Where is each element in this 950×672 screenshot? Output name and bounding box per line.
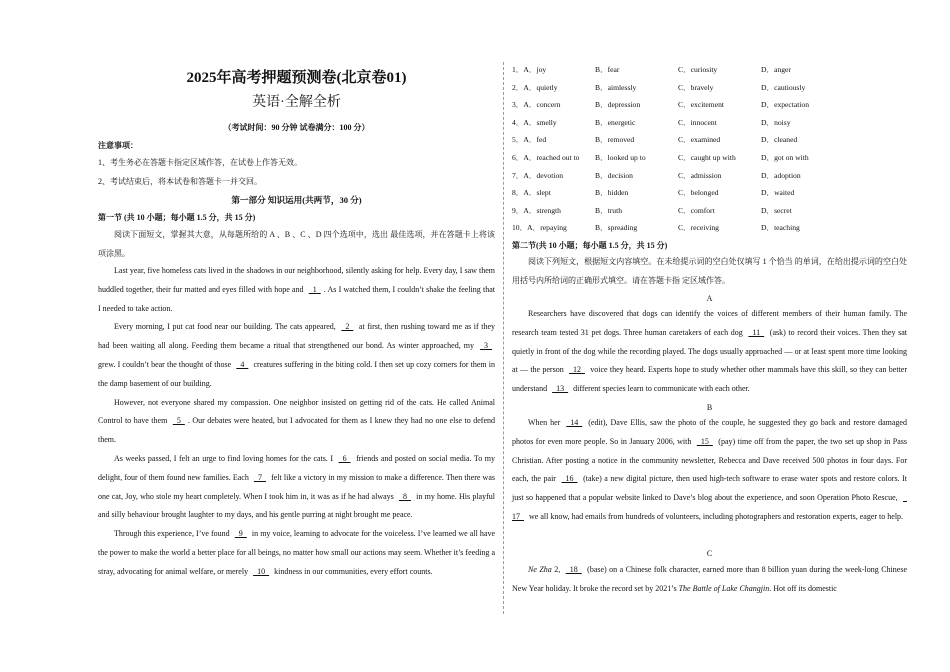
option-b: B．fear (595, 65, 620, 74)
passage-paragraph: Researchers have discovered that dogs can identify the voices of different members of their human family. The research team tested 31 pet dogs. Three human caretakers of each dog 11 (ask) to record their voices. Then they sat quietly in front of the dog while the recording played. The dogs usually approached — or at least spent more time looking at — the person 12 voice they heard. Experts hope to study whether other mammals have this skill, so they can better understand 13 different species learn to communicate with each other. (512, 309, 908, 394)
cloze-passage (98, 262, 495, 582)
blank-13: 13 (552, 384, 569, 394)
option-d: D．cautiously (761, 82, 806, 92)
option-row (512, 152, 907, 166)
option-a: 9．A．strength (512, 205, 561, 215)
blank-10: 10 (253, 566, 270, 576)
option-a: 1．A．joy (512, 65, 547, 74)
blank-12: 12 (568, 365, 585, 375)
section2-intro (512, 253, 907, 291)
option-d: D．waited (761, 188, 795, 198)
part1-title: 第一部分 知识运用(共两节，30 分) (231, 195, 362, 205)
exam-info: （考试时间：90 分钟 试卷满分：100 分） (223, 123, 370, 132)
option-a: 2．A．quietly (512, 82, 558, 92)
passage-paragraph: Last year, five homeless cats lived in the shadows in our neighborhood, silently asking for help. Every day, I saw them huddled together, their fur matted and eyes filled with hope and 1 . As I watched them, I couldn’t shake the feeling that I needed to take action. (98, 266, 495, 313)
passage-label-b: B (706, 403, 713, 412)
option-a: 5．A．fed (512, 135, 547, 145)
passage-label-c: C (706, 549, 713, 558)
option-a: 7．A．devotion (512, 170, 564, 180)
option-d: D．secret (761, 205, 792, 215)
option-c: C．excitement (678, 100, 724, 110)
option-a: 3．A．concern (512, 100, 561, 110)
note-item: 2、考试结束后，将本试卷和答题卡一并交回。 (98, 177, 262, 186)
option-b: B．decision (595, 170, 633, 180)
option-b: B．aimlessly (595, 82, 637, 92)
passage-b (512, 414, 907, 527)
option-c: C．belonged (678, 188, 719, 198)
option-c: C．comfort (678, 205, 715, 215)
blank-6: 6 (338, 453, 351, 463)
option-c: C．examined (678, 135, 721, 145)
blank-4: 4 (236, 359, 249, 369)
option-row (512, 134, 907, 148)
blank-16: 16 (561, 474, 578, 484)
passage-paragraph: Through this experience, I’ve found 9 in my voice, learning to advocate for the voiceless. I’ve learned we all have the power to make the world a better place for all beings, no matter how small our actions may seem. Whether it’s feeding a stray, advocating for animal welfare, or merely 10 kindness in our communities, every effort counts. (98, 529, 496, 576)
passage-c (512, 561, 907, 599)
option-a: 8．A．slept (512, 188, 551, 198)
blank-15: 15 (696, 436, 713, 446)
blank-9: 9 (234, 529, 247, 539)
option-a: 6．A．reached out to (512, 153, 580, 162)
section1-title: 第一节 (共 10 小题；每小题 1.5 分，共 15 分) (98, 213, 256, 222)
option-c: C．innocent (678, 117, 717, 127)
blank-11: 11 (748, 327, 765, 337)
option-d: D．cleaned (761, 135, 798, 145)
option-b: B．spreading (595, 223, 638, 233)
option-d: D．adoption (761, 170, 801, 180)
intro-text: 阅读下列短文，根据短文内容填空。在未给提示词的空白处仅填写 1 个恰当 的单词，在给出提示词的空白处用括号内所给词的正确形式填空。请在答题卡指 定区域作答。 (512, 257, 907, 285)
option-b: B．energetic (595, 117, 636, 127)
blank-1: 1 (308, 284, 321, 294)
blank-3: 3 (480, 341, 492, 351)
option-d: D．anger (761, 65, 791, 74)
option-d: D．teaching (761, 223, 800, 233)
blank-8: 8 (398, 491, 411, 501)
column-divider (503, 62, 504, 614)
option-c: C．receiving (678, 223, 719, 233)
option-row (512, 99, 907, 113)
option-b: B．hidden (595, 188, 629, 198)
option-a: 4．A．smelly (512, 117, 557, 127)
passage-paragraph: However, not everyone shared my compassion. One neighbor insisted on getting rid of the cats. He called Animal Control to have them 5 . Our debates were heated, but I advocated for them as I knew they had no one else to defend them. (98, 397, 496, 445)
passage-paragraph: As weeks passed, I felt an urge to find loving homes for the cats. I 6 friends and posted on social media. To my delight, four of them found new families. Each 7 felt like a victory in my mission to make a difference. Then there was one cat, Joy, who stole my heart completely. When I took him in, it was as if he had always 8 in my home. His playful and silly behaviour brought laughter to my days, and his gentle purring at night brought me peace. (98, 453, 495, 520)
blank-18: 18 (565, 565, 582, 574)
option-b: B．looked up to (595, 153, 646, 162)
page-title: 2025年高考押题预测卷(北京卷01) (186, 70, 407, 86)
passage-paragraph: When her 14 (edit), Dave Ellis, saw the photo of the couple, he suggested they go back and restore damaged photos for even more people. So in January 2006, with 15 (pay) time off from the paper, the two set up shop in Pass Christian. After posting a notice in the community newsletter, Rebecca and Dave received 500 photos in four days. For each, the pair 16 (take) a new digital picture, then used high-tech software to erase water spots and restore colors. It just so happened that a popular website linked to Dave’s blog about the experience, and soon Operation Photo Rescue, 17 we all know, had emails from hundreds of volunteers, including photographers and restoration experts, eager to help. (512, 418, 907, 521)
option-b: B．truth (595, 205, 623, 215)
option-row (512, 117, 907, 131)
blank-5: 5 (172, 416, 185, 426)
blank-2: 2 (341, 322, 354, 332)
option-b: B．depression (595, 100, 641, 110)
passage-paragraph: Every morning, I put cat food near our building. The cats appeared, 2 at first, then rushing toward me as if they had been waiting all along. Feeding them became a ritual that strengthened our bond. As winter approached, my 3 grew. I couldn’t bear the thought of those 4 creatures suffering in the biting cold. I then set up cozy corners for them in the damp basement of our building. (98, 322, 496, 388)
option-c: C．admission (678, 170, 722, 180)
blank-7: 7 (253, 472, 266, 482)
notes-heading: 注意事项： (98, 141, 138, 150)
passage-a (512, 305, 907, 399)
option-d: D．got on with (761, 153, 809, 162)
option-c: C．caught up with (678, 153, 736, 162)
option-a: 10．A．repaying (512, 223, 567, 233)
blank-17: 17 (512, 493, 907, 521)
passage-paragraph: Ne Zha 2, 18 (base) on a Chinese folk character, earned more than 8 billion yuan during the week-long Chinese New Year holiday. It broke the record set by 2021’s The Battle of Lake Changjin. Hot off its domestic (512, 565, 907, 593)
option-row (512, 187, 907, 201)
page-subtitle: 英语·全解全析 (252, 95, 341, 110)
note-item: 1、考生务必在答题卡指定区域作答，在试卷上作答无效。 (98, 158, 302, 167)
option-b: B．removed (595, 135, 635, 145)
passage-label-a: A (706, 294, 713, 303)
option-d: D．noisy (761, 117, 791, 127)
option-d: D．expectation (761, 100, 810, 110)
section1-intro (98, 226, 495, 264)
blank-14: 14 (566, 418, 583, 427)
option-row (512, 170, 907, 184)
option-c: C．bravely (678, 82, 714, 92)
section2-title: 第二节(共 10 小题；每小题 1.5 分，共 15 分) (512, 241, 668, 250)
option-row (512, 205, 907, 219)
option-c: C．curiosity (678, 65, 718, 74)
intro-text: 阅读下面短文，掌握其大意，从每题所给的 A 、B 、C 、D 四个选项中，选出 最佳选项，并在答题卡上将该项涂黑。 (98, 230, 495, 258)
option-row (512, 82, 907, 96)
option-row (512, 222, 907, 236)
option-row (512, 64, 907, 78)
